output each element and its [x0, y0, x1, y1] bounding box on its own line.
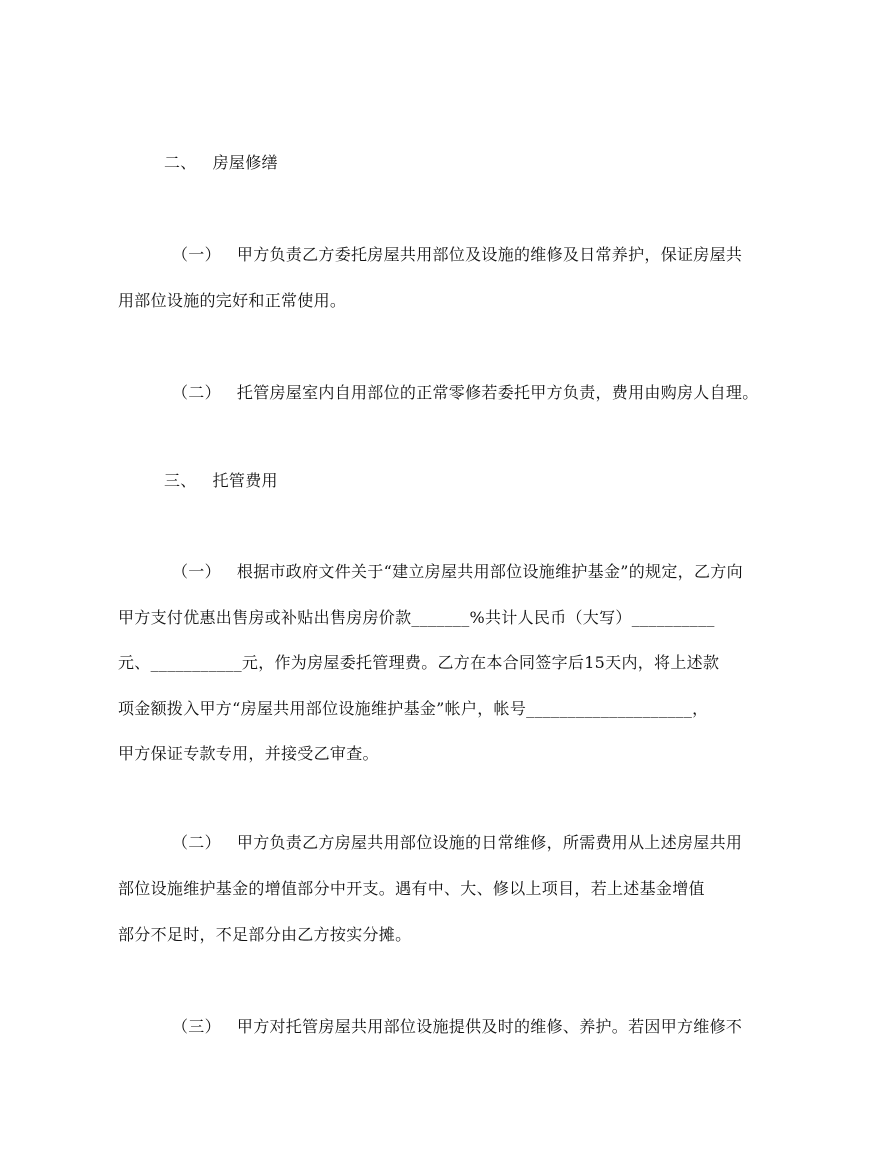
section-3-item-2-line-1: [172, 833, 742, 853]
section-3-item-1-line-4: 项金额拨入甲方“房屋共用部位设施维护基金”帐户，帐号____________________，: [118, 699, 709, 718]
section-2-item-2-number: （二）: [172, 383, 221, 402]
paragraph-text: 甲方负责乙方委托房屋共用部位及设施的维修及日常养护，保证房屋共: [236, 245, 743, 264]
section-2-item-1-line-1: [172, 245, 742, 265]
paragraph-text: 甲方对托管房屋共用部位设施提供及时的维修、养护。若因甲方维修不: [236, 1017, 743, 1036]
section-2-heading: [164, 153, 278, 173]
paragraph-text: 根据市政府文件关于“建立房屋共用部位设施维护基金”的规定，乙方向: [236, 562, 743, 581]
section-3-number: 三、: [164, 471, 197, 490]
section-3-item-1-number: （一）: [172, 562, 221, 581]
section-3-item-2-number: （二）: [172, 833, 221, 852]
section-3-item-3-line-1: [172, 1017, 742, 1037]
section-2-item-1-line-2: 用部位设施的完好和正常使用。: [118, 291, 347, 310]
section-2-item-1-number: （一）: [172, 245, 221, 264]
section-3-item-3-number: （三）: [172, 1017, 221, 1036]
section-3-item-1-line-5: 甲方保证专款专用，并接受乙审查。: [118, 744, 379, 763]
section-3-title: 托管费用: [212, 471, 278, 490]
section-2-item-2-line-1: [172, 383, 759, 403]
section-3-item-1-line-1: [172, 562, 743, 582]
section-2-number: 二、: [164, 153, 197, 172]
section-3-heading: [164, 471, 278, 491]
paragraph-text: 甲方负责乙方房屋共用部位设施的日常维修，所需费用从上述房屋共用: [236, 833, 743, 852]
section-3-item-2-line-2: 部位设施维护基金的增值部分中开支。遇有中、大、修以上项目，若上述基金增值: [118, 879, 705, 898]
section-3-item-1-line-3: 元、___________元，作为房屋委托管理费。乙方在本合同签字后15天内，将上述款: [118, 653, 720, 672]
section-3-item-2-line-3: 部分不足时，不足部分由乙方按实分摊。: [118, 925, 412, 944]
section-2-title: 房屋修缮: [212, 153, 278, 172]
paragraph-text: 托管房屋室内自用部位的正常零修若委托甲方负责，费用由购房人自理。: [236, 383, 759, 402]
section-3-item-1-line-2: 甲方支付优惠出售房或补贴出售房房价款_______%共计人民币（大写）__________: [118, 608, 715, 627]
